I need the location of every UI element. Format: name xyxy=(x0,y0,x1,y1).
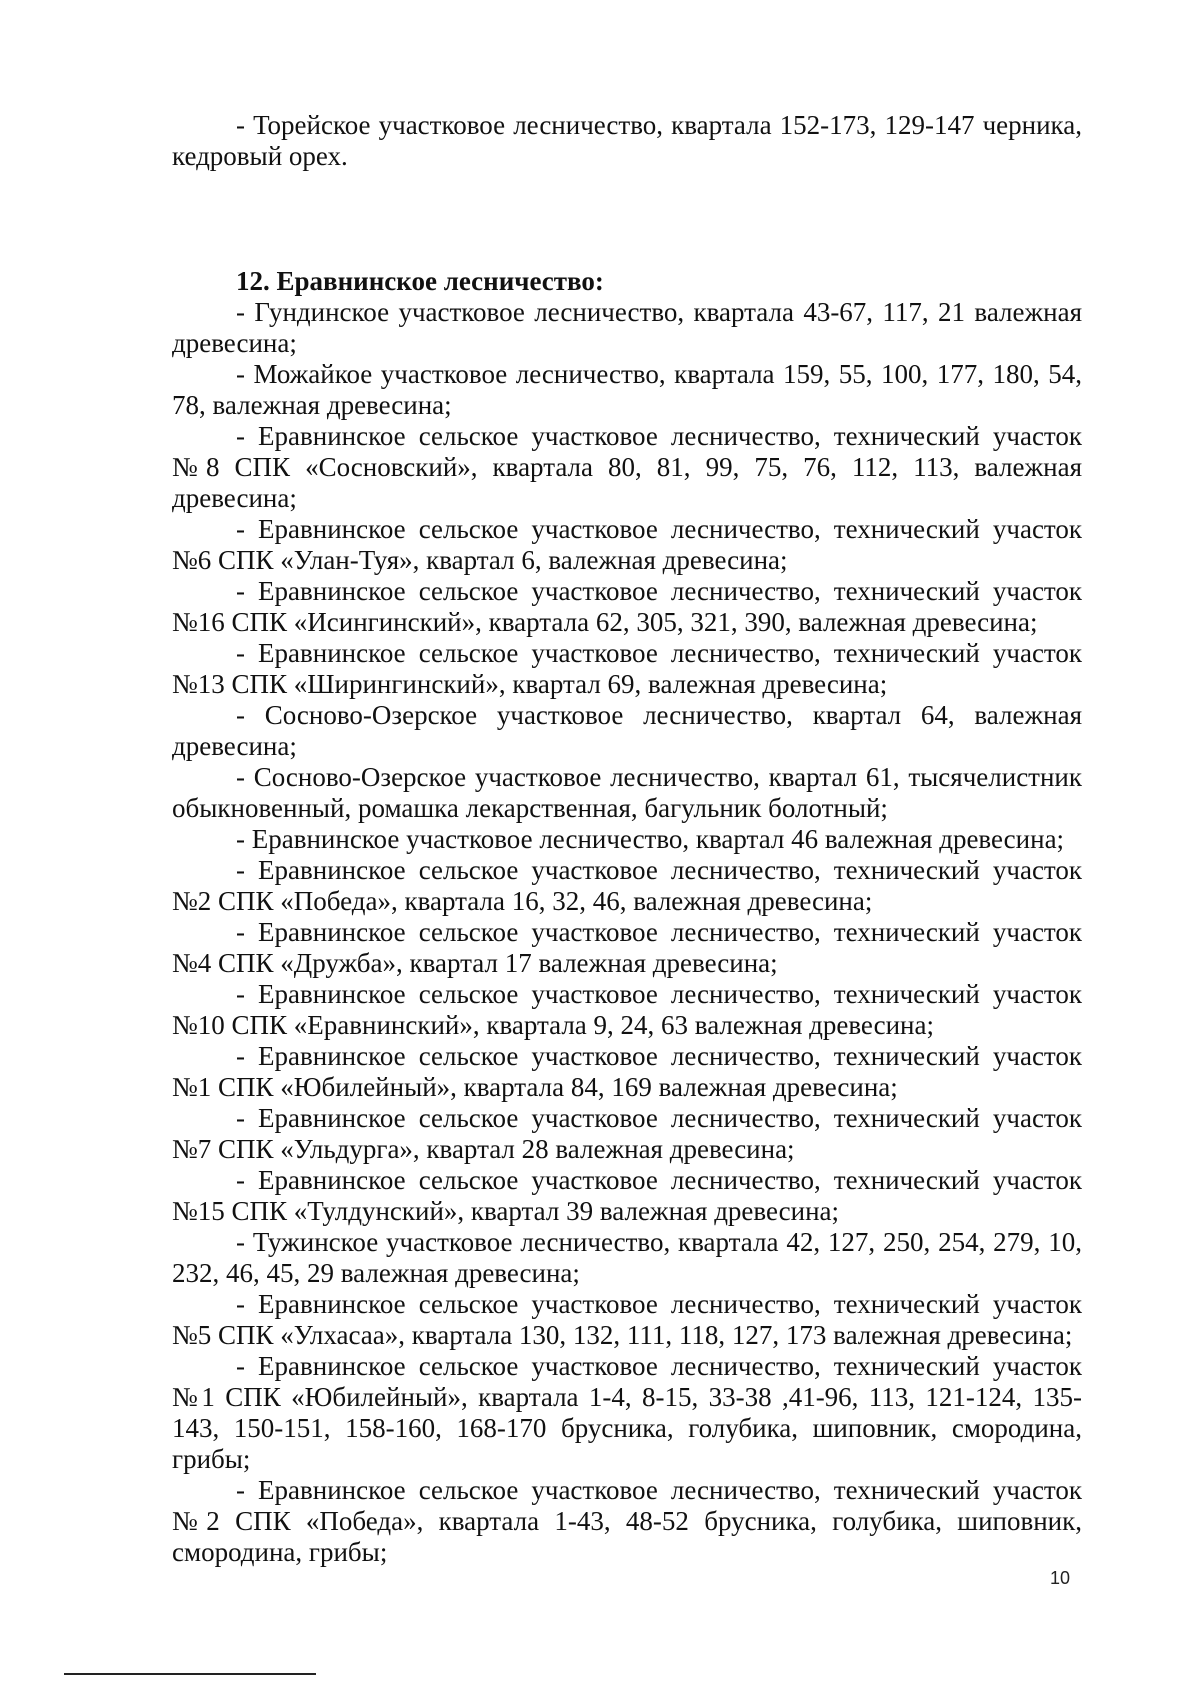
list-item: - Еравнинское сельское участковое лесничество, технический участок №13 СПК «Ширингинский», квартал 69, валежная древесина; xyxy=(172,638,1082,699)
list-item: - Еравнинское сельское участковое лесничество, технический участок №1 СПК «Юбилейный», квартала 1-4, 8-15, 33-38 ,41-96, 113, 121-124, 135-143, 150-151, 158-160, 168-170 брусника, голубика, шиповник, смородина, грибы; xyxy=(172,1351,1082,1474)
list-item: - Еравнинское сельское участковое лесничество, технический участок №15 СПК «Тулдунский», квартал 39 валежная древесина; xyxy=(172,1165,1082,1226)
list-item: - Еравнинское сельское участковое лесничество, технический участок №2 СПК «Победа», квартала 16, 32, 46, валежная древесина; xyxy=(172,855,1082,916)
list-item: - Еравнинское сельское участковое лесничество, технический участок №2 СПК «Победа», квартала 1-43, 48-52 брусника, голубика, шиповник, смородина, грибы; xyxy=(172,1475,1082,1567)
list-item: - Еравнинское сельское участковое лесничество, технический участок №5 СПК «Улхасаа», квартала 130, 132, 111, 118, 127, 173 валежная древесина; xyxy=(172,1289,1082,1350)
paragraph-toreyskoe: - Торейское участковое лесничество, квартала 152-173, 129-147 черника, кедровый орех. xyxy=(172,110,1082,171)
list-item: - Можайкое участковое лесничество, квартала 159, 55, 100, 177, 180, 54, 78, валежная древесина; xyxy=(172,359,1082,420)
list-item: - Еравнинское сельское участковое лесничество, технический участок №8 СПК «Сосновский», квартала 80, 81, 99, 75, 76, 112, 113, валежная древесина; xyxy=(172,421,1082,513)
list-item: - Сосново-Озерское участковое лесничество, квартал 64, валежная древесина; xyxy=(172,700,1082,761)
list-item: - Тужинское участковое лесничество, квартала 42, 127, 250, 254, 279, 10, 232, 46, 45, 29 валежная древесина; xyxy=(172,1227,1082,1288)
list-item: - Еравнинское сельское участковое лесничество, технический участок №4 СПК «Дружба», квартал 17 валежная древесина; xyxy=(172,917,1082,978)
list-item: - Еравнинское сельское участковое лесничество, технический участок №7 СПК «Ульдурга», квартал 28 валежная древесина; xyxy=(172,1103,1082,1164)
list-item: - Еравнинское сельское участковое лесничество, технический участок №1 СПК «Юбилейный», квартала 84, 169 валежная древесина; xyxy=(172,1041,1082,1102)
list-item: - Гундинское участковое лесничество, квартала 43-67, 117, 21 валежная древесина; xyxy=(172,297,1082,358)
section-heading-eravninskoe: 12. Еравнинское лесничество: xyxy=(236,266,604,296)
list-item: - Еравнинское участковое лесничество, квартал 46 валежная древесина; xyxy=(236,824,1065,854)
document-body xyxy=(172,110,1082,1568)
list-item: - Сосново-Озерское участковое лесничество, квартал 61, тысячелистник обыкновенный, ромашка лекарственная, багульник болотный; xyxy=(172,762,1082,823)
page-number: 10 xyxy=(1050,1568,1071,1588)
list-item: - Еравнинское сельское участковое лесничество, технический участок №6 СПК «Улан-Туя», квартал 6, валежная древесина; xyxy=(172,514,1082,575)
footnote-divider xyxy=(64,1673,316,1675)
list-item: - Еравнинское сельское участковое лесничество, технический участок №10 СПК «Еравнинский», квартала 9, 24, 63 валежная древесина; xyxy=(172,979,1082,1040)
list-item: - Еравнинское сельское участковое лесничество, технический участок №16 СПК «Исингинский», квартала 62, 305, 321, 390, валежная древесина; xyxy=(172,576,1082,637)
